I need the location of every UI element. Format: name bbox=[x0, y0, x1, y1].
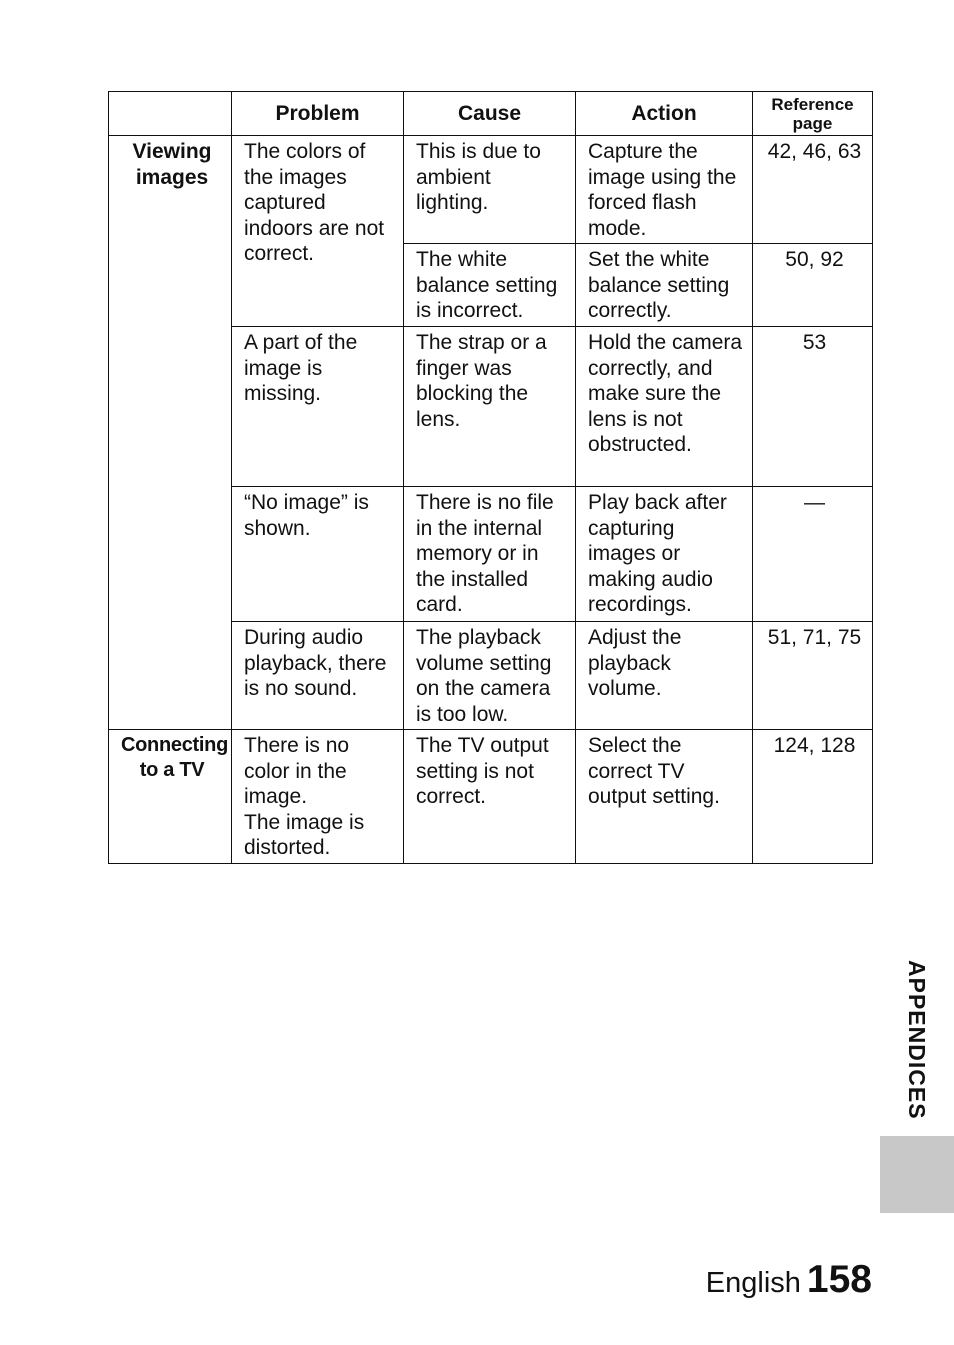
footer-language: English bbox=[705, 1267, 801, 1299]
action-cell: Hold the camera correctly, and make sure the lens is not obstructed. bbox=[576, 327, 753, 487]
section-tab-label: APPENDICES bbox=[904, 960, 930, 1120]
action-cell: Set the white balance setting correctly. bbox=[576, 244, 753, 327]
reference-cell: 51, 71, 75 bbox=[753, 622, 873, 730]
header-empty bbox=[109, 92, 232, 136]
page-number: 158 bbox=[806, 1258, 872, 1301]
section-tab-marker bbox=[880, 1136, 954, 1213]
header-problem: Problem bbox=[232, 92, 404, 136]
problem-cell: During audio playback, there is no sound. bbox=[232, 622, 404, 730]
action-cell: Play back after capturing images or making audio recordings. bbox=[576, 487, 753, 622]
reference-cell: 124, 128 bbox=[753, 730, 873, 864]
category-connecting-to-tv: Connecting to a TV bbox=[109, 730, 232, 864]
reference-cell: 50, 92 bbox=[753, 244, 873, 327]
header-cause: Cause bbox=[404, 92, 576, 136]
problem-cell: “No image” is shown. bbox=[232, 487, 404, 622]
table-row bbox=[109, 136, 873, 244]
reference-cell: 53 bbox=[753, 327, 873, 487]
problem-cell: A part of the image is missing. bbox=[232, 327, 404, 487]
header-row bbox=[109, 92, 873, 136]
problem-cell: The colors of the images captured indoors are not correct. bbox=[232, 136, 404, 327]
cause-cell: There is no file in the internal memory or in the installed card. bbox=[404, 487, 576, 622]
cause-cell: This is due to ambient lighting. bbox=[404, 136, 576, 244]
cause-cell: The TV output setting is not correct. bbox=[404, 730, 576, 864]
cause-cell: The strap or a finger was blocking the lens. bbox=[404, 327, 576, 487]
reference-cell: — bbox=[753, 487, 873, 622]
problem-cell: There is no color in the image. The image is distorted. bbox=[232, 730, 404, 864]
action-cell: Capture the image using the forced flash mode. bbox=[576, 136, 753, 244]
reference-cell: 42, 46, 63 bbox=[753, 136, 873, 244]
header-reference-page: Reference page bbox=[753, 92, 873, 136]
cause-cell: The white balance setting is incorrect. bbox=[404, 244, 576, 327]
action-cell: Select the correct TV output setting. bbox=[576, 730, 753, 864]
category-viewing-images: Viewing images bbox=[109, 136, 232, 730]
page-footer bbox=[706, 1258, 872, 1302]
troubleshooting-table bbox=[108, 91, 873, 864]
action-cell: Adjust the playback volume. bbox=[576, 622, 753, 730]
header-action: Action bbox=[576, 92, 753, 136]
cause-cell: The playback volume setting on the camera is too low. bbox=[404, 622, 576, 730]
table-row bbox=[109, 730, 873, 864]
